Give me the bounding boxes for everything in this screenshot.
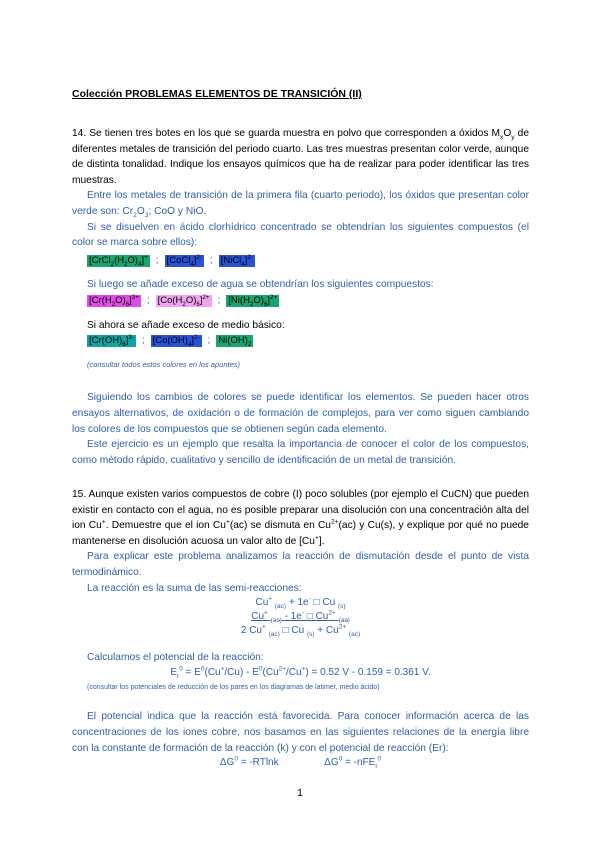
- half-reaction-1: Cu+ $_{(ac)}$ + 1e- □ Cu $_{(s)}$: [255, 595, 346, 611]
- compound-co-base: $[Co(OH)_4]^{2-}$: [152, 333, 200, 349]
- problem-15-answer-1: Para explicar este problema analizamos la reacción de dismutación desde el punto de vista termodinámico.: [72, 551, 529, 578]
- document-title: Colección PROBLEMAS ELEMENTOS DE TRANSICIÓN (II): [72, 88, 362, 100]
- problem-15-statement: 15. Aunque existen varios compuestos de cobre (I) poco solubles (por ejemplo el CuCN) que pueden existir en contacto con el agua, no es posible preparar una disolución con una concentración alta del ion Cu+. Demuestre que el ion Cu+(ac) se dismuta en $Cu^{2+}(ac)$ y Cu(s), y explique por qué no puede mantenerse en disolución acuosa un valor alto de [Cu+].: [72, 489, 529, 547]
- hcl-compounds-row: $[CrCl_2(H_2O)_4]^+$ ; [CoCl$_4$]$^{2-}$ ; [NiCl$_4$]$^{2-}$: [89, 253, 253, 268]
- problem-15-answer-2: La reacción es la suma de las semi-reacciones:: [87, 582, 302, 594]
- problem-15-note: (consultar los potenciales de reducción de los pares en los diagramas de latimer, medio ácido): [87, 683, 380, 691]
- compound-ni-water: $[Ni(H_2O)_6]^{2+}$: [228, 293, 278, 308]
- problem-15-answer-4: El potencial indica que la reacción está favorecida. Para conocer información acerca de las concentraciones de los iones cobre, nos basamos en las siguientes relaciones de la energía libre con la constante de formación de la reacción (k) y con el potencial de reacción (Er):: [72, 711, 529, 754]
- compound-cr-base: $[Cr(OH)_6]^{3-}$: [89, 333, 134, 349]
- problem-14-answer-4: Si ahora se añade exceso de medio básico:: [87, 319, 285, 331]
- compound-ni-base: $Ni(OH)_2$: [218, 335, 252, 349]
- base-compounds-row: $[Cr(OH)_6]^{3-}$ ; $[Co(OH)_4]^{2-}$ ; $Ni(OH)_2$: [89, 333, 252, 349]
- water-compounds-row: $[Cr(H_2O)_6]^{3+}$ ; $[Co(H_2O)_6]^{2+}$ ; $[Ni(H_2O)_6]^{2+}$: [89, 293, 278, 308]
- problem-14-answer-5: Siguiendo los cambios de colores se puede identificar los elementos. Se pueden hacer otros ensayos alternativos, de oxidación o de formación de complejos, para ver como siguen cambiando los colores de los compuestos que se obtienen según cada elemento.: [72, 392, 529, 435]
- problem-15-answer-3: Calculamos el potencial de la reacción:: [87, 652, 264, 664]
- gibbs-equations: [72, 756, 529, 770]
- problem-14-statement: 14. Se tienen tres botes en los que se guarda muestra en polvo que corresponden a óxidos $M_xO_y$ de diferentes metales de transición del periodo cuarto. Las tres muestras presentan color verde, aunque de distinta tonalidad. Indique los ensayos químicos que ha de realizar para poder identificar las tres muestras.: [72, 128, 529, 186]
- compound-co-hcl: [CoCl$_4$]$^{2-}$: [166, 253, 202, 268]
- problem-14-answer-6: Este ejercicio es un ejemplo que resalta la importancia de conocer el color de los compuestos, como método rápido, cualitativo y sencillo de identificación de un metal de transición.: [72, 439, 529, 466]
- gibbs-equation-nfe: $\Delta G^0 = -nFE_r^0$: [324, 755, 382, 771]
- global-reaction: 2 Cu+ $_{(ac)}$ □ Cu $_{(s)} + Cu^{2+}$ $_{(ac)}$: [240, 623, 361, 639]
- compound-cr-water: $[Cr(H_2O)_6]^{3+}$: [89, 293, 139, 308]
- compound-cr-hcl: $[CrCl_2(H_2O)_4]^+$: [89, 253, 148, 268]
- compound-ni-hcl: [NiCl$_4$]$^{2-}$: [220, 253, 253, 268]
- page-number: 1: [297, 787, 303, 799]
- problem-14-answer-3: Si luego se añade exceso de agua se obtendrían los siguientes compuestos:: [87, 279, 434, 291]
- potential-equation: $E_r^0 = E^0(Cu^+/Cu) - E^0(Cu^{2+}/Cu^+) = 0.52$ V - 0.159 = 0.361 V.: [170, 665, 431, 680]
- gibbs-equation-lnk: $\Delta G^0 = -RTlnk$: [219, 755, 279, 769]
- problem-14: [72, 126, 529, 468]
- compound-co-water: $[Co(H_2O)_6]^{2+}$: [157, 293, 210, 308]
- problem-15: [72, 487, 529, 770]
- problem-14-answer-1: Entre los metales de transición de la primera fila (cuarto periodo), los óxidos que presentan color verde son: $Cr_2O_3$; CoO y NiO.: [72, 190, 529, 219]
- problem-14-note: (consultar todos estos colores en los apuntes): [87, 359, 240, 369]
- problem-14-answer-2: Si se disuelven en ácido clorhídrico concentrado se obtendrían los siguientes compuestos (el color se marca sobre ellos):: [72, 221, 529, 249]
- half-reaction-2: Cu+ $_{(ac)}$ - 1e- □ $Cu^{2+}$ $_{(ac)}$: [251, 609, 350, 625]
